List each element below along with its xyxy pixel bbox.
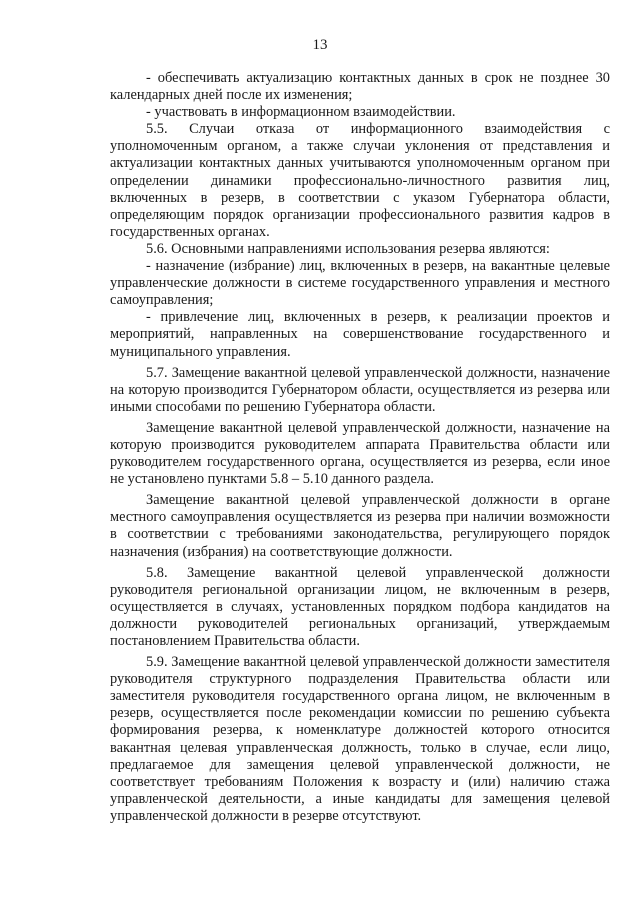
- paragraph-5-8: 5.8. Замещение вакантной целевой управленческой должности руководителя региональной организации лицом, не включенным в резерв, осуществляется в случаях, установленных порядком подбора кандидатов на должности руководителей региональных организаций, утверждаемым постановлением Правительства области.: [110, 564, 610, 649]
- paragraph-5-5: 5.5. Случаи отказа от информационного взаимодействия с уполномоченным органом, а также случаи уклонения от представления и актуализации контактных данных учитываются уполномоченным органом при определении динамики профессионально-личностного развития лиц, включенных в резерв, в соответствии с указом Губернатора области, определяющим порядок организации профессионального развития кадров в государственных органах.: [110, 121, 610, 240]
- paragraph-participate: - участвовать в информационном взаимодействии.: [146, 104, 456, 121]
- paragraph-local-government: Замещение вакантной целевой управленческой должности в органе местного самоуправления осуществляется из резерва при наличии возможности в соответствии с требованиями законодательства, регулирующего порядок назначения (избрания) на соответствующие должности.: [110, 492, 610, 560]
- paragraph-5-6: 5.6. Основными направлениями использования резерва являются:: [146, 240, 550, 257]
- paragraph-5-9: 5.9. Замещение вакантной целевой управленческой должности заместителя руководителя структурного подразделения Правительства области или заместителя руководителя государственного органа лицом, не включенным в резерв, осуществляется после рекомендации комиссии по решению субъекта формирования резерва, к номенклатуре должностей которого относится вакантная целевая управленческая должность, только в случае, если лицо, предлагаемое для замещения целевой управленческой должности, не соответствует требованиям Положения к возрасту и (или) наличию стажа управленческой деятельности, а иные кандидаты для замещения целевой управленческой должности в резерве отсутствуют.: [110, 654, 610, 824]
- paragraph-apparatus: Замещение вакантной целевой управленческой должности, назначение на которую производится руководителем аппарата Правительства области или руководителем государственного органа, осуществляется из резерва, если иное не установлено пунктами 5.8 – 5.10 данного раздела.: [110, 419, 610, 488]
- paragraph-appointment: - назначение (избрание) лиц, включенных в резерв, на вакантные целевые управленческие должности в системе государственного управления и местного самоуправления;: [110, 258, 610, 309]
- document-body: [110, 70, 610, 825]
- paragraph-contact-update: - обеспечивать актуализацию контактных данных в срок не позднее 30 календарных дней после их изменения;: [110, 70, 610, 104]
- page-number: 13: [312, 37, 328, 53]
- paragraph-5-7: 5.7. Замещение вакантной целевой управленческой должности, назначение на которую производится Губернатором области, осуществляется из резерва или иными способами по решению Губернатора области.: [110, 364, 610, 415]
- paragraph-projects: - привлечение лиц, включенных в резерв, к реализации проектов и мероприятий, направленных на совершенствование государственного и муниципального управления.: [110, 309, 610, 360]
